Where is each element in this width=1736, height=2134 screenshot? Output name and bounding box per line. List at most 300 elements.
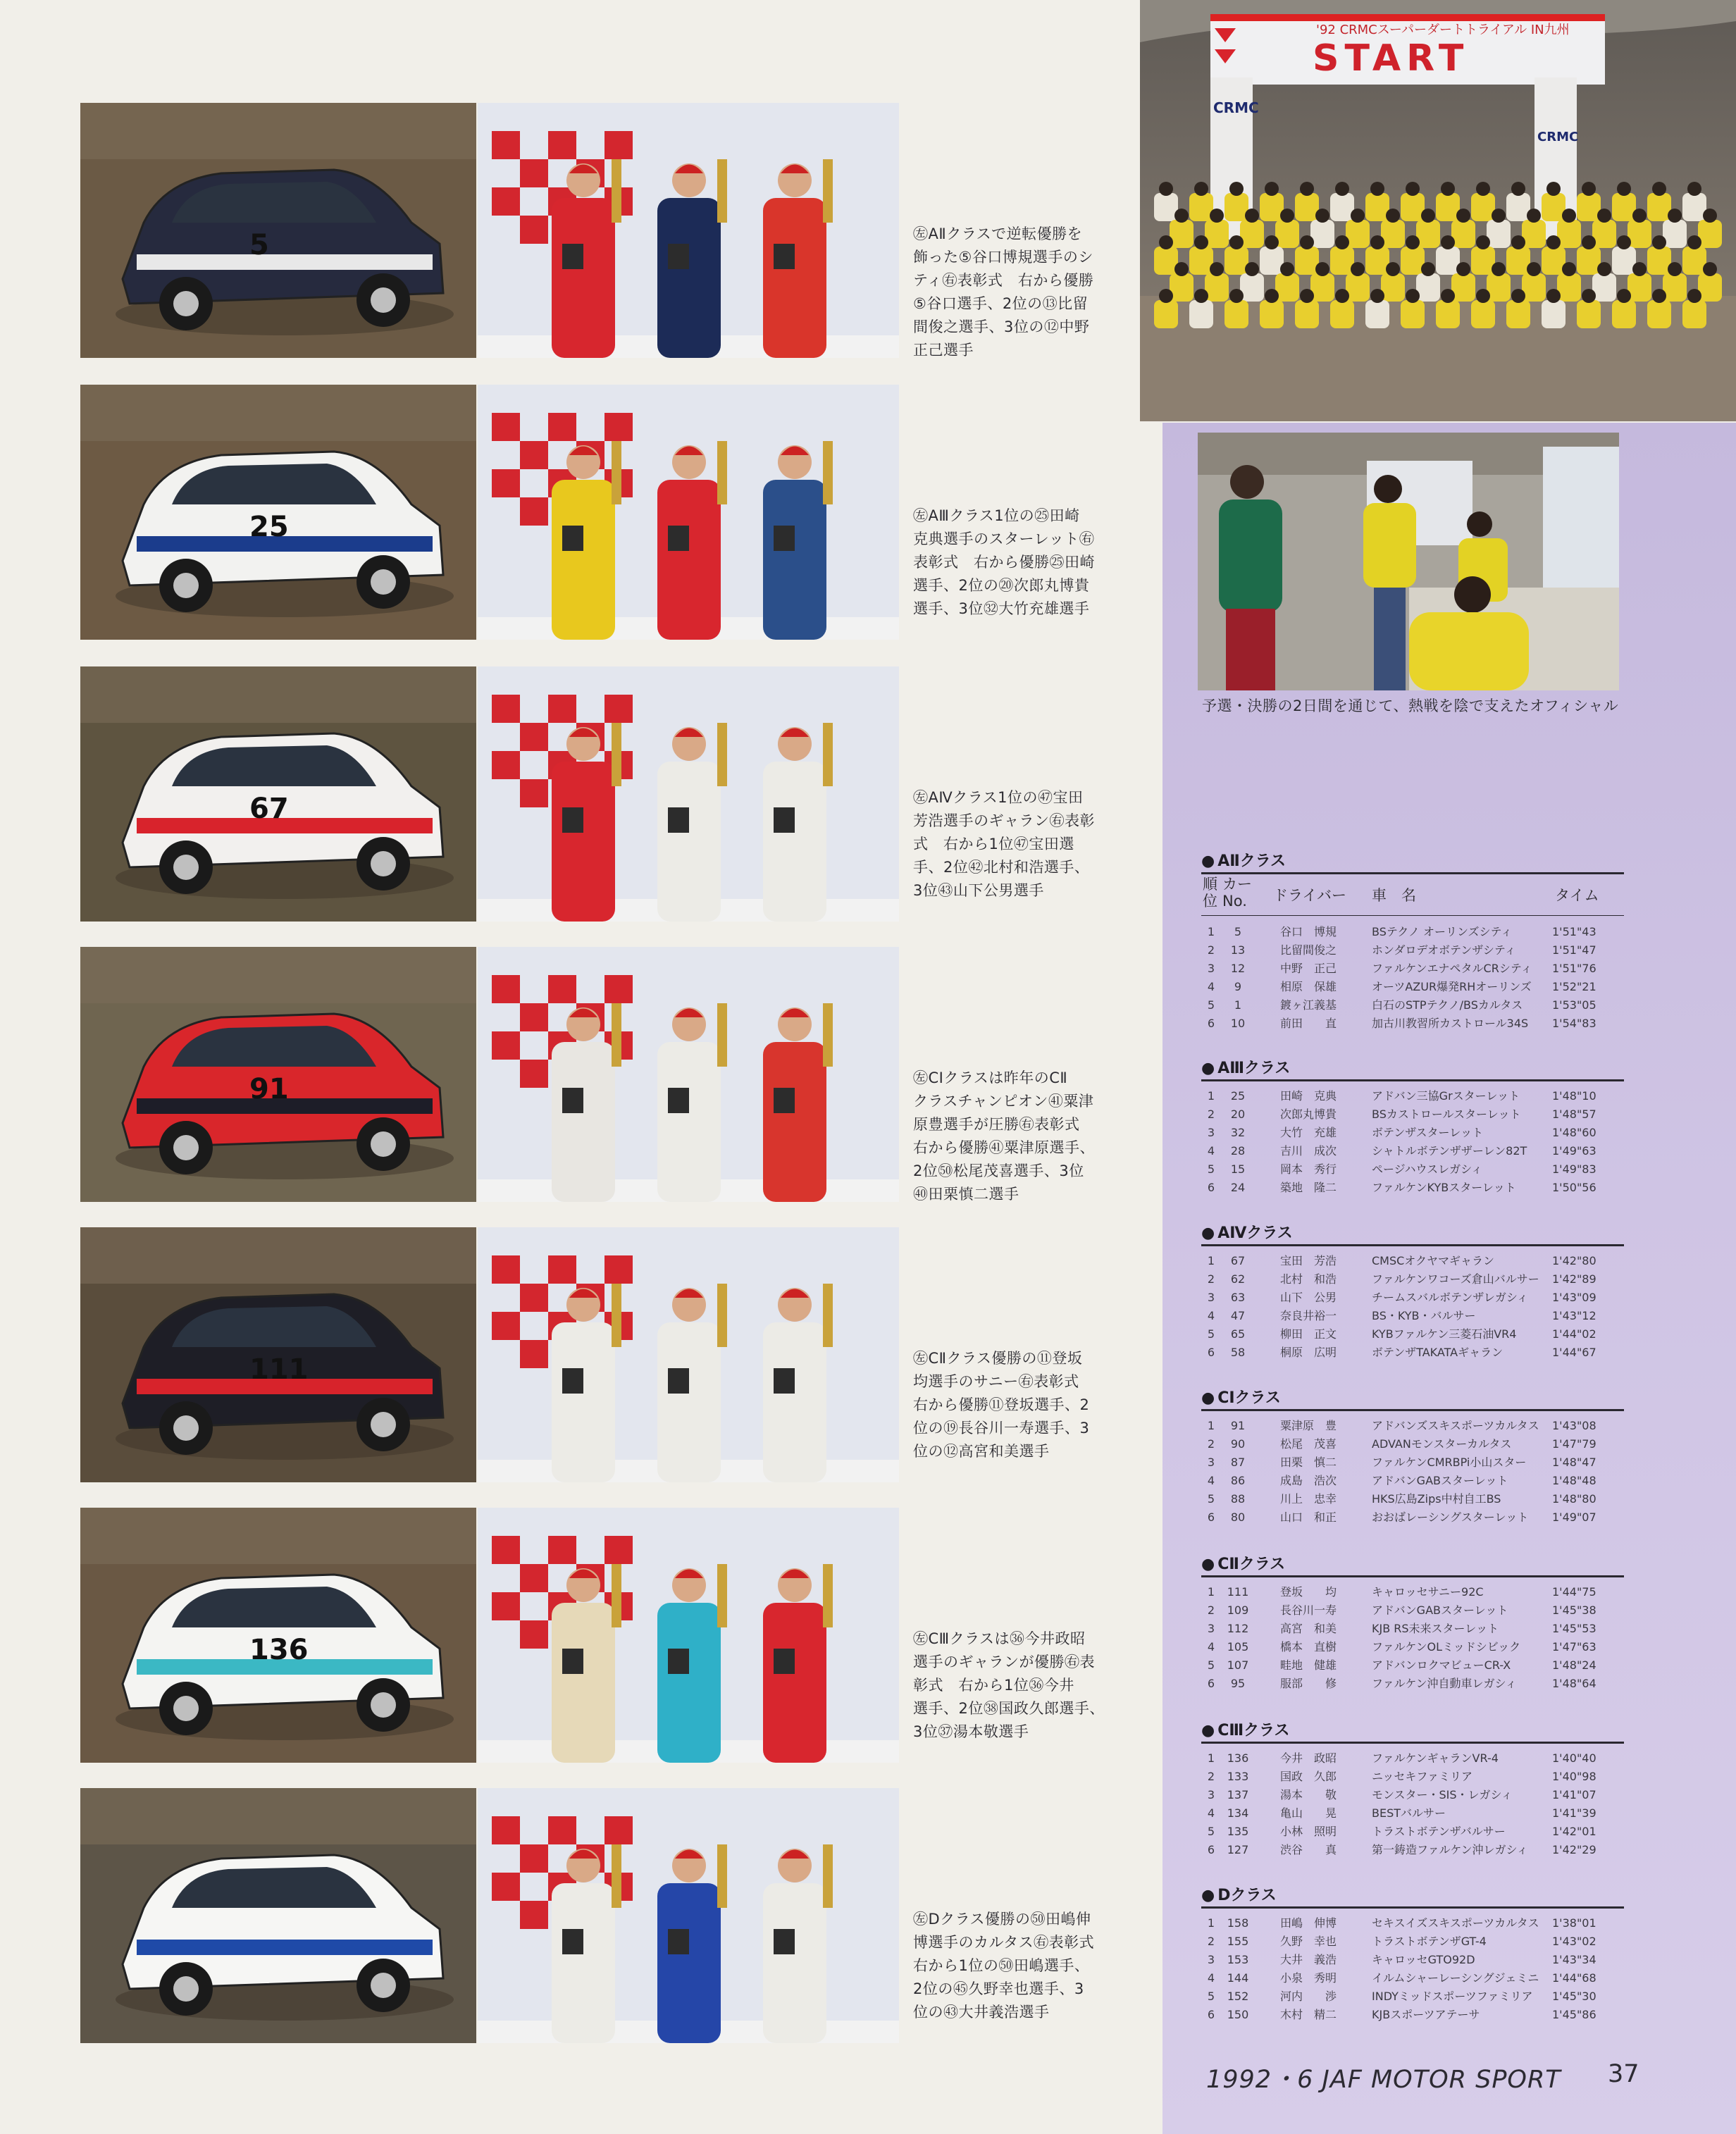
table-row bbox=[1201, 1307, 1624, 1325]
car-name-cell: BS・KYB・バルサー bbox=[1372, 1309, 1476, 1322]
driver-cell: 成島 浩次 bbox=[1280, 1474, 1337, 1487]
time-cell: 1'40"40 bbox=[1552, 1751, 1596, 1765]
car-no-cell: 86 bbox=[1230, 1474, 1246, 1487]
header-no: カー No. bbox=[1222, 876, 1252, 910]
car-no-cell: 80 bbox=[1230, 1510, 1246, 1524]
rank-cell: 5 bbox=[1207, 1492, 1215, 1506]
car-number: 25 bbox=[249, 511, 289, 543]
rank-cell: 1 bbox=[1207, 1254, 1215, 1267]
car-name-cell: HKS広島Zips中村自工BS bbox=[1372, 1492, 1501, 1506]
banner-subtitle: '92 CRMCスーパーダートトライアル IN九州 bbox=[1316, 23, 1570, 37]
table-row bbox=[1201, 1472, 1624, 1490]
driver-cell: 粟津原 豊 bbox=[1280, 1419, 1337, 1432]
car-no-cell: 95 bbox=[1230, 1677, 1246, 1690]
driver-cell: 今井 政昭 bbox=[1280, 1751, 1337, 1765]
class-title: ● AⅣクラス bbox=[1201, 1224, 1293, 1242]
car-name-cell: ADVANモンスターカルタス bbox=[1372, 1437, 1512, 1451]
rank-cell: 1 bbox=[1207, 925, 1215, 938]
podium-photo bbox=[478, 385, 899, 640]
table-row bbox=[1201, 1508, 1624, 1527]
car-no-cell: 136 bbox=[1227, 1751, 1249, 1765]
rank-cell: 2 bbox=[1207, 1272, 1215, 1286]
results-class-block bbox=[1201, 1223, 1624, 1362]
podium-photo bbox=[478, 1508, 899, 1763]
table-row bbox=[1201, 1435, 1624, 1453]
car-name-cell: BESTバルサー bbox=[1372, 1806, 1446, 1820]
time-cell: 1'53"05 bbox=[1552, 998, 1596, 1012]
driver-cell: 小林 照明 bbox=[1280, 1825, 1337, 1838]
time-cell: 1'45"38 bbox=[1552, 1603, 1596, 1617]
rank-cell: 4 bbox=[1207, 980, 1215, 993]
driver-cell: 谷口 博規 bbox=[1280, 925, 1337, 938]
page-number: 37 bbox=[1608, 2060, 1639, 2088]
table-row bbox=[1201, 978, 1624, 996]
rank-cell: 3 bbox=[1207, 1622, 1215, 1635]
table-row bbox=[1201, 1823, 1624, 1841]
time-cell: 1'52"21 bbox=[1552, 980, 1596, 993]
car-name-cell: オーツAZUR爆発RHオーリンズ bbox=[1372, 980, 1532, 993]
header-pos: 順 位 bbox=[1203, 876, 1217, 910]
table-row bbox=[1201, 1124, 1624, 1142]
table-row bbox=[1201, 1453, 1624, 1472]
car-name-cell: アドバンロクマビューCR-X bbox=[1372, 1658, 1511, 1672]
time-cell: 1'48"48 bbox=[1552, 1474, 1596, 1487]
bullet-icon: ● bbox=[1201, 1722, 1215, 1739]
car-name-cell: 加古川教習所カストロール34S bbox=[1372, 1017, 1529, 1030]
table-row bbox=[1201, 1490, 1624, 1508]
car-no-cell: 133 bbox=[1227, 1770, 1249, 1783]
driver-cell: 長谷川一寿 bbox=[1280, 1603, 1337, 1617]
podium-photo bbox=[478, 947, 899, 1202]
rank-cell: 2 bbox=[1207, 1603, 1215, 1617]
table-row bbox=[1201, 1015, 1624, 1033]
rank-cell: 2 bbox=[1207, 943, 1215, 957]
results-class-block bbox=[1201, 1885, 1624, 2024]
driver-cell: 河内 渉 bbox=[1280, 1990, 1337, 2003]
class-title: ● AⅢクラス bbox=[1201, 1060, 1291, 1077]
car-no-cell: 20 bbox=[1230, 1108, 1246, 1121]
rally-car-photo bbox=[80, 947, 476, 1202]
time-cell: 1'40"98 bbox=[1552, 1770, 1596, 1783]
class-title: ● CⅡクラス bbox=[1201, 1556, 1286, 1573]
time-cell: 1'42"80 bbox=[1552, 1254, 1596, 1267]
time-cell: 1'51"43 bbox=[1552, 925, 1596, 938]
driver-cell: 畦地 健雄 bbox=[1280, 1658, 1337, 1672]
car-no-cell: 90 bbox=[1230, 1437, 1246, 1451]
rank-cell: 5 bbox=[1207, 1327, 1215, 1341]
car-name-cell: ホンダロデオボテンザシティ bbox=[1372, 943, 1516, 957]
car-no-cell: 105 bbox=[1227, 1640, 1249, 1654]
time-cell: 1'48"60 bbox=[1552, 1126, 1596, 1139]
car-name-cell: ボテンザTAKATAギャラン bbox=[1372, 1346, 1504, 1359]
table-row bbox=[1201, 1270, 1624, 1289]
class-title: ● CⅠクラス bbox=[1201, 1389, 1281, 1407]
rank-cell: 6 bbox=[1207, 1677, 1215, 1690]
car-name-cell: シャトルボテンザザーレン82T bbox=[1372, 1144, 1527, 1158]
time-cell: 1'43"02 bbox=[1552, 1935, 1596, 1948]
rally-car-photo bbox=[80, 1227, 476, 1482]
table-row bbox=[1201, 1179, 1624, 1197]
time-cell: 1'43"12 bbox=[1552, 1309, 1596, 1322]
car-no-cell: 65 bbox=[1230, 1327, 1246, 1341]
rank-cell: 2 bbox=[1207, 1770, 1215, 1783]
car-no-cell: 25 bbox=[1230, 1089, 1246, 1103]
rank-cell: 6 bbox=[1207, 1017, 1215, 1030]
driver-cell: 亀山 晃 bbox=[1280, 1806, 1337, 1820]
rank-cell: 6 bbox=[1207, 2008, 1215, 2021]
car-name-cell: キャロッセサニー92C bbox=[1372, 1585, 1484, 1599]
car-no-cell: 28 bbox=[1230, 1144, 1246, 1158]
rank-cell: 3 bbox=[1207, 962, 1215, 975]
time-cell: 1'49"83 bbox=[1552, 1162, 1596, 1176]
time-cell: 1'49"63 bbox=[1552, 1144, 1596, 1158]
table-row bbox=[1201, 1252, 1624, 1270]
rank-cell: 1 bbox=[1207, 1916, 1215, 1930]
car-name-cell: キャロッセGTO92D bbox=[1372, 1953, 1475, 1966]
driver-cell: 北村 和浩 bbox=[1280, 1272, 1337, 1286]
rank-cell: 4 bbox=[1207, 1144, 1215, 1158]
car-no-cell: 10 bbox=[1230, 1017, 1246, 1030]
results-class-block bbox=[1201, 1720, 1624, 1859]
rank-cell: 1 bbox=[1207, 1585, 1215, 1599]
time-cell: 1'47"79 bbox=[1552, 1437, 1596, 1451]
car-no-cell: 15 bbox=[1230, 1162, 1246, 1176]
table-row bbox=[1201, 1105, 1624, 1124]
time-cell: 1'43"09 bbox=[1552, 1291, 1596, 1304]
podium-photo bbox=[478, 1227, 899, 1482]
podium-photo bbox=[478, 103, 899, 358]
rank-cell: 4 bbox=[1207, 1806, 1215, 1820]
time-cell: 1'48"64 bbox=[1552, 1677, 1596, 1690]
rank-cell: 2 bbox=[1207, 1935, 1215, 1948]
car-no-cell: 58 bbox=[1230, 1346, 1246, 1359]
rank-cell: 4 bbox=[1207, 1971, 1215, 1985]
driver-cell: 久野 幸也 bbox=[1280, 1935, 1337, 1948]
rank-cell: 5 bbox=[1207, 1825, 1215, 1838]
table-row bbox=[1201, 1638, 1624, 1656]
car-number: 5 bbox=[249, 229, 269, 261]
driver-cell: 服部 修 bbox=[1280, 1677, 1337, 1690]
class-title: ● AⅡクラス bbox=[1201, 852, 1286, 870]
driver-cell: 国政 久郎 bbox=[1280, 1770, 1337, 1783]
table-row bbox=[1201, 1749, 1624, 1768]
time-cell: 1'48"80 bbox=[1552, 1492, 1596, 1506]
driver-cell: 鍍ヶ江義基 bbox=[1280, 998, 1337, 1012]
rally-car-photo bbox=[80, 1788, 476, 2043]
car-no-cell: 88 bbox=[1230, 1492, 1246, 1506]
car-name-cell: ファルケンワコーズ倉山バルサー bbox=[1372, 1272, 1539, 1286]
car-name-cell: アドバンGABスターレット bbox=[1372, 1603, 1508, 1617]
time-cell: 1'45"86 bbox=[1552, 2008, 1596, 2021]
car-no-cell: 135 bbox=[1227, 1825, 1249, 1838]
car-name-cell: ファルケンOLミッドシビック bbox=[1372, 1640, 1521, 1654]
car-number: 136 bbox=[249, 1634, 309, 1666]
car-name-cell: おおばレーシングスターレット bbox=[1372, 1510, 1529, 1524]
time-cell: 1'44"67 bbox=[1552, 1346, 1596, 1359]
driver-cell: 大竹 充雄 bbox=[1280, 1126, 1337, 1139]
class-title: ● CⅢクラス bbox=[1201, 1722, 1290, 1739]
driver-cell: 中野 正己 bbox=[1280, 962, 1337, 975]
rally-car-photo bbox=[80, 1508, 476, 1763]
car-no-cell: 13 bbox=[1230, 943, 1246, 957]
car-name-cell: ページハウスレガシィ bbox=[1372, 1162, 1483, 1176]
car-number: 91 bbox=[249, 1073, 289, 1105]
photo-caption: ㊧CⅠクラスは昨年のCⅡ クラスチャンピオン㊶粟津 原豊選手が圧勝㊨表彰式 右から優勝㊶粟津原選手、 2位㊿松尾茂喜選手、3位 ㊵田栗慎二選手 bbox=[913, 1069, 1095, 1203]
bullet-icon: ● bbox=[1201, 1556, 1215, 1573]
time-cell: 1'41"39 bbox=[1552, 1806, 1596, 1820]
table-row bbox=[1201, 1160, 1624, 1179]
car-name-cell: ファルケンエナペタルCRシティ bbox=[1372, 962, 1532, 975]
rank-cell: 2 bbox=[1207, 1437, 1215, 1451]
car-no-cell: 1 bbox=[1234, 998, 1242, 1012]
rank-cell: 4 bbox=[1207, 1474, 1215, 1487]
car-name-cell: アドバン三協Grスターレット bbox=[1372, 1089, 1520, 1103]
table-row bbox=[1201, 996, 1624, 1015]
car-name-cell: ファルケンCMRBPi小山スター bbox=[1372, 1456, 1527, 1469]
car-no-cell: 112 bbox=[1227, 1622, 1249, 1635]
time-cell: 1'42"01 bbox=[1552, 1825, 1596, 1838]
car-name-cell: アドバンズスキスポーツカルタス bbox=[1372, 1419, 1539, 1432]
car-no-cell: 153 bbox=[1227, 1953, 1249, 1966]
table-row bbox=[1201, 1987, 1624, 2006]
car-no-cell: 67 bbox=[1230, 1254, 1246, 1267]
car-no-cell: 9 bbox=[1234, 980, 1242, 993]
magazine-footer: 1992・6 JAF MOTOR SPORT bbox=[1206, 2066, 1561, 2094]
driver-cell: 前田 直 bbox=[1280, 1017, 1337, 1030]
car-name-cell: ニッセキファミリア bbox=[1372, 1770, 1473, 1783]
bullet-icon: ● bbox=[1201, 1224, 1215, 1242]
car-name-cell: イルムシャーレーシングジェミニ bbox=[1372, 1971, 1539, 1985]
driver-cell: 相原 保雄 bbox=[1280, 980, 1337, 993]
driver-cell: 岡本 秀行 bbox=[1280, 1162, 1337, 1176]
car-no-cell: 5 bbox=[1234, 925, 1242, 938]
rank-cell: 3 bbox=[1207, 1126, 1215, 1139]
car-name-cell: 白石のSTPテクノ/BSカルタス bbox=[1372, 998, 1523, 1012]
car-no-cell: 24 bbox=[1230, 1181, 1246, 1194]
bullet-icon: ● bbox=[1201, 1060, 1215, 1077]
rank-cell: 5 bbox=[1207, 1658, 1215, 1672]
driver-cell: 宝田 芳浩 bbox=[1280, 1254, 1337, 1267]
table-row bbox=[1201, 1601, 1624, 1620]
rally-car-photo bbox=[80, 103, 476, 358]
time-cell: 1'45"30 bbox=[1552, 1990, 1596, 2003]
banner-title: START bbox=[1313, 37, 1470, 80]
driver-cell: 比留間俊之 bbox=[1280, 943, 1337, 957]
car-no-cell: 91 bbox=[1230, 1419, 1246, 1432]
bullet-icon: ● bbox=[1201, 852, 1215, 870]
table-row bbox=[1201, 1804, 1624, 1823]
time-cell: 1'47"63 bbox=[1552, 1640, 1596, 1654]
header-car: 車 名 bbox=[1372, 887, 1416, 904]
time-cell: 1'43"08 bbox=[1552, 1419, 1596, 1432]
table-row bbox=[1201, 1914, 1624, 1933]
table-row bbox=[1201, 960, 1624, 978]
car-no-cell: 109 bbox=[1227, 1603, 1249, 1617]
car-name-cell: アドバンGABスターレット bbox=[1372, 1474, 1508, 1487]
rank-cell: 5 bbox=[1207, 1162, 1215, 1176]
car-no-cell: 152 bbox=[1227, 1990, 1249, 2003]
photo-caption: ㊧AⅡクラスで逆転優勝を 飾った⑤谷口博規選手のシ ティ㊨表彰式 右から優勝 ⑤谷口選手、2位の⑬比留 間俊之選手、3位の⑫中野 正己選手 bbox=[913, 225, 1094, 359]
driver-cell: 山下 公男 bbox=[1280, 1291, 1337, 1304]
car-no-cell: 87 bbox=[1230, 1456, 1246, 1469]
time-cell: 1'42"89 bbox=[1552, 1272, 1596, 1286]
rank-cell: 5 bbox=[1207, 1990, 1215, 2003]
time-cell: 1'51"76 bbox=[1552, 962, 1596, 975]
right-sign-crmc: CRMC bbox=[1537, 130, 1579, 144]
rank-cell: 2 bbox=[1207, 1108, 1215, 1121]
car-number: 67 bbox=[249, 793, 289, 825]
car-name-cell: トラストボテンザバルサー bbox=[1372, 1825, 1506, 1838]
car-name-cell: セキスイズスキスポーツカルタス bbox=[1372, 1916, 1539, 1930]
table-row bbox=[1201, 1841, 1624, 1859]
driver-cell: 渋谷 真 bbox=[1280, 1843, 1337, 1856]
table-row bbox=[1201, 1656, 1624, 1675]
rank-cell: 6 bbox=[1207, 1843, 1215, 1856]
time-cell: 1'50"56 bbox=[1552, 1181, 1596, 1194]
car-no-cell: 150 bbox=[1227, 2008, 1249, 2021]
bullet-icon: ● bbox=[1201, 1887, 1215, 1904]
car-name-cell: チームスバルボテンザレガシィ bbox=[1372, 1291, 1528, 1304]
car-name-cell: ファルケンKYBスターレット bbox=[1372, 1181, 1516, 1194]
time-cell: 1'44"02 bbox=[1552, 1327, 1596, 1341]
rank-cell: 4 bbox=[1207, 1309, 1215, 1322]
car-no-cell: 47 bbox=[1230, 1309, 1246, 1322]
driver-cell: 田嶋 伸博 bbox=[1280, 1916, 1337, 1930]
table-row bbox=[1201, 1951, 1624, 1969]
photo-caption: ㊧AⅢクラス1位の㉕田崎 克典選手のスターレット㊨ 表彰式 右から優勝㉕田崎 選手、2位の⑳次郎丸博貴 選手、3位㉜大竹充雄選手 bbox=[913, 507, 1095, 617]
class-title: ● Dクラス bbox=[1201, 1887, 1277, 1904]
car-no-cell: 63 bbox=[1230, 1291, 1246, 1304]
car-name-cell: トラストボテンザGT-4 bbox=[1372, 1935, 1487, 1948]
table-row bbox=[1201, 1289, 1624, 1307]
driver-cell: 木村 精二 bbox=[1280, 2008, 1337, 2021]
car-name-cell: KJB RS未来スターレット bbox=[1372, 1622, 1499, 1635]
results-class-block bbox=[1201, 1388, 1624, 1527]
table-row bbox=[1201, 1344, 1624, 1362]
car-name-cell: CMSCオクヤマギャラン bbox=[1372, 1254, 1494, 1267]
officials-caption: 予選・決勝の2日間を通じて、熱戦を陰で支えたオフィシャル bbox=[1202, 697, 1619, 714]
results-class-block bbox=[1201, 1058, 1624, 1197]
table-row bbox=[1201, 1933, 1624, 1951]
rank-cell: 5 bbox=[1207, 998, 1215, 1012]
table-row bbox=[1201, 1142, 1624, 1160]
car-no-cell: 144 bbox=[1227, 1971, 1249, 1985]
rally-car-photo bbox=[80, 385, 476, 640]
podium-photo bbox=[478, 666, 899, 922]
driver-cell: 吉川 成次 bbox=[1280, 1144, 1337, 1158]
driver-cell: 川上 忠幸 bbox=[1280, 1492, 1337, 1506]
car-name-cell: BSテクノ オーリンズシティ bbox=[1372, 925, 1513, 938]
car-no-cell: 134 bbox=[1227, 1806, 1249, 1820]
car-name-cell: ボテンザスターレット bbox=[1372, 1126, 1484, 1139]
time-cell: 1'54"83 bbox=[1552, 1017, 1596, 1030]
car-no-cell: 107 bbox=[1227, 1658, 1249, 1672]
driver-cell: 桐原 広明 bbox=[1280, 1346, 1337, 1359]
rank-cell: 3 bbox=[1207, 1953, 1215, 1966]
car-name-cell: BSカストロールスターレット bbox=[1372, 1108, 1521, 1121]
table-header bbox=[1201, 874, 1624, 916]
rank-cell: 1 bbox=[1207, 1751, 1215, 1765]
rank-cell: 3 bbox=[1207, 1456, 1215, 1469]
car-name-cell: ファルケン沖自動車レガシィ bbox=[1372, 1677, 1517, 1690]
driver-cell: 湯本 敬 bbox=[1280, 1788, 1337, 1801]
car-name-cell: ファルケンギャランVR-4 bbox=[1372, 1751, 1499, 1765]
car-name-cell: 第一鋳造ファルケン沖レガシィ bbox=[1372, 1843, 1528, 1856]
time-cell: 1'44"68 bbox=[1552, 1971, 1596, 1985]
table-row bbox=[1201, 1969, 1624, 1987]
header-time: タイム bbox=[1555, 887, 1599, 904]
photo-caption: ㊧CⅡクラス優勝の⑪登坂 均選手のサニー㊨表彰式 右から優勝⑪登坂選手、2 位の⑲長谷川一寿選手、3 位の⑫高宮和美選手 bbox=[913, 1350, 1090, 1460]
time-cell: 1'51"47 bbox=[1552, 943, 1596, 957]
rank-cell: 3 bbox=[1207, 1291, 1215, 1304]
driver-cell: 山口 和正 bbox=[1280, 1510, 1337, 1524]
driver-cell: 松尾 茂喜 bbox=[1280, 1437, 1337, 1451]
time-cell: 1'48"10 bbox=[1552, 1089, 1596, 1103]
officials-photo bbox=[1198, 433, 1619, 690]
rank-cell: 6 bbox=[1207, 1181, 1215, 1194]
time-cell: 1'48"47 bbox=[1552, 1456, 1596, 1469]
table-row bbox=[1201, 923, 1624, 941]
rank-cell: 1 bbox=[1207, 1419, 1215, 1432]
car-no-cell: 127 bbox=[1227, 1843, 1249, 1856]
driver-cell: 次郎丸博貴 bbox=[1280, 1108, 1337, 1121]
table-row bbox=[1201, 941, 1624, 960]
car-no-cell: 111 bbox=[1227, 1585, 1249, 1599]
car-name-cell: KYBファルケン三菱石油VR4 bbox=[1372, 1327, 1517, 1341]
driver-cell: 柳田 正文 bbox=[1280, 1327, 1337, 1341]
car-no-cell: 12 bbox=[1230, 962, 1246, 975]
car-name-cell: KJBスポーツアテーサ bbox=[1372, 2008, 1480, 2021]
car-no-cell: 137 bbox=[1227, 1788, 1249, 1801]
podium-photo bbox=[478, 1788, 899, 2043]
time-cell: 1'38"01 bbox=[1552, 1916, 1596, 1930]
car-name-cell: モンスター・SIS・レガシィ bbox=[1372, 1788, 1513, 1801]
rank-cell: 3 bbox=[1207, 1788, 1215, 1801]
left-sign-crmc: CRMC bbox=[1213, 99, 1259, 116]
car-no-cell: 62 bbox=[1230, 1272, 1246, 1286]
rank-cell: 4 bbox=[1207, 1640, 1215, 1654]
time-cell: 1'48"57 bbox=[1552, 1108, 1596, 1121]
photo-caption: ㊧Dクラス優勝の㊿田嶋伸 博選手のカルタス㊨表彰式 右から1位の㊿田嶋選手、 2位の㊺久野幸也選手、3 位の㊸大井義浩選手 bbox=[913, 1911, 1095, 2021]
rally-car-photo bbox=[80, 666, 476, 922]
time-cell: 1'45"53 bbox=[1552, 1622, 1596, 1635]
table-row bbox=[1201, 1087, 1624, 1105]
results-class-block bbox=[1201, 1554, 1624, 1693]
bullet-icon: ● bbox=[1201, 1389, 1215, 1407]
table-row bbox=[1201, 1417, 1624, 1435]
driver-cell: 田崎 克典 bbox=[1280, 1089, 1337, 1103]
driver-cell: 登坂 均 bbox=[1280, 1585, 1337, 1599]
table-row bbox=[1201, 1583, 1624, 1601]
photo-caption: ㊧AⅣクラス1位の㊼宝田 芳浩選手のギャラン㊨表彰 式 右から1位㊼宝田選 手、2位㊷北村和浩選手、 3位㊸山下公男選手 bbox=[913, 789, 1095, 899]
table-row bbox=[1201, 1675, 1624, 1693]
car-no-cell: 32 bbox=[1230, 1126, 1246, 1139]
driver-cell: 田栗 慎二 bbox=[1280, 1456, 1337, 1469]
header-driver: ドライバー bbox=[1273, 887, 1346, 904]
table-row bbox=[1201, 2006, 1624, 2024]
car-no-cell: 155 bbox=[1227, 1935, 1249, 1948]
car-no-cell: 158 bbox=[1227, 1916, 1249, 1930]
car-number: 111 bbox=[249, 1353, 309, 1386]
group-start-photo bbox=[1140, 0, 1736, 421]
photo-caption: ㊧CⅢクラスは㊱今井政昭 選手のギャランが優勝㊨表 彰式 右から1位㊱今井 選手、2位㊳国政久郎選手、 3位㊲湯本敬選手 bbox=[913, 1630, 1105, 1740]
time-cell: 1'41"07 bbox=[1552, 1788, 1596, 1801]
time-cell: 1'49"07 bbox=[1552, 1510, 1596, 1524]
driver-cell: 高宮 和美 bbox=[1280, 1622, 1337, 1635]
table-row bbox=[1201, 1325, 1624, 1344]
table-row bbox=[1201, 1786, 1624, 1804]
time-cell: 1'42"29 bbox=[1552, 1843, 1596, 1856]
